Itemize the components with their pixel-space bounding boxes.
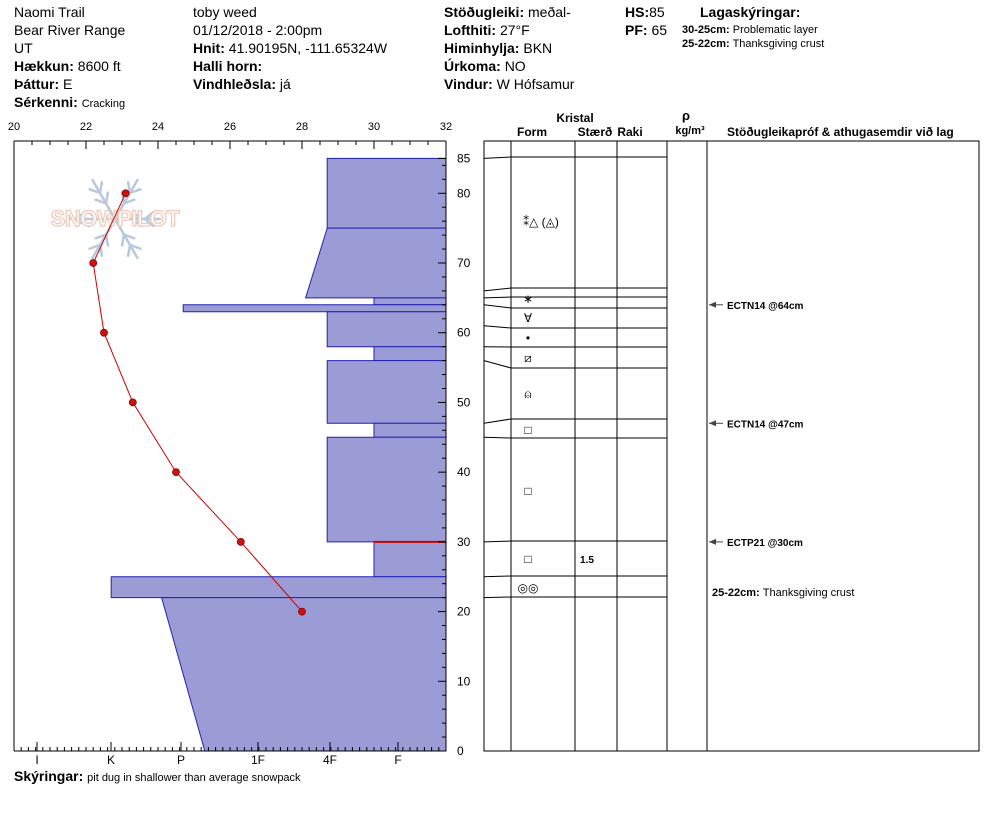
hardness-layer <box>374 298 446 305</box>
stability-test-label: ECTP21 @30cm <box>727 537 803 549</box>
hardness-layer <box>306 228 446 298</box>
pf-value: 65 <box>651 22 668 38</box>
crystal-form: • <box>525 331 531 345</box>
stability-label: Stöðugleiki: <box>444 4 525 20</box>
temp-tick-label: 22 <box>79 121 93 133</box>
aspect-label: Þáttur: <box>14 76 60 92</box>
test-arrow-head <box>709 302 716 308</box>
snowpilot-logo <box>51 180 181 258</box>
size-header: Stærð <box>577 125 613 139</box>
crystal-form: ⧄ <box>524 351 532 365</box>
temp-tick-label: 30 <box>367 121 381 133</box>
location-name: Naomi Trail <box>14 4 85 20</box>
precip-label: Úrkoma: <box>444 58 501 74</box>
depth-tick-label: 85 <box>457 151 471 166</box>
temperature-point <box>101 329 108 336</box>
precip-value: NO <box>504 58 526 74</box>
layer-connector-line <box>484 326 511 328</box>
crystal-form: □ <box>524 552 532 566</box>
stability-value: meðal- <box>528 4 571 20</box>
layer-connector-line <box>484 541 511 542</box>
hardness-layer <box>183 305 446 312</box>
depth-tick-label: 70 <box>457 256 471 270</box>
sky-label: Himinhylja: <box>444 40 520 56</box>
rho-header: ρ <box>681 108 691 123</box>
crystal-form: ⍝ <box>524 387 532 401</box>
hardness-layer <box>327 361 446 424</box>
temp-tick-label: 20 <box>7 121 21 133</box>
features-label: Sérkenni: <box>14 94 78 110</box>
temperature-point <box>173 469 180 476</box>
hardness-layer <box>374 542 446 577</box>
depth-tick-label: 80 <box>457 186 471 201</box>
logo-text: SNOWPILOT <box>50 206 180 231</box>
observer-name: toby weed <box>193 4 257 20</box>
snowflake-branch <box>122 235 124 246</box>
temp-tick-label: 24 <box>151 121 165 133</box>
layer-connector-line <box>484 361 511 368</box>
crystal-form: □ <box>524 484 532 498</box>
layer-connector-line <box>484 288 511 291</box>
hardness-layer <box>111 577 446 598</box>
coords-value: 41.90195N, -111.65324W <box>228 40 388 56</box>
depth-tick-label: 30 <box>457 534 471 549</box>
wind-loading-label: Vindhleðsla: <box>193 76 276 92</box>
legend-item: 30-25cm: Problematic layer <box>682 24 818 36</box>
stability-test-label: ECTN14 @47cm <box>727 419 804 431</box>
layer-legend-title: Lagaskýringar: <box>700 4 801 20</box>
wind-label: Vindur: <box>444 76 493 92</box>
depth-tick-label: 40 <box>457 465 471 480</box>
layer-comment <box>712 587 854 599</box>
stability-test-label: ECTN14 @64cm <box>727 300 804 312</box>
depth-tick-label: 0 <box>457 744 464 758</box>
hardness-profile <box>111 158 446 751</box>
depth-tick-label: 20 <box>457 604 471 619</box>
slope-label: Halli horn: <box>193 58 263 74</box>
crystal-size: 1.5 <box>580 555 594 566</box>
layer-connector-line <box>484 297 511 298</box>
temperature-point <box>129 399 136 406</box>
layer-comment-range: 25-22cm: <box>712 587 763 599</box>
sky-value: BKN <box>523 40 553 56</box>
temperature-point <box>299 608 306 615</box>
layer-table <box>484 108 979 751</box>
range-name: Bear River Range <box>14 22 126 38</box>
crystal-form: ⁑△ (◬) <box>523 215 559 229</box>
temp-tick-label: 32 <box>439 121 453 133</box>
test-arrow-head <box>709 420 716 426</box>
layer-connector-line <box>484 437 511 438</box>
datetime: 01/12/2018 - 2:00pm <box>193 22 323 38</box>
pf-label: PF: <box>625 22 648 38</box>
crystal-form: ∀ <box>523 311 533 325</box>
layer-connector-line <box>484 419 511 423</box>
snowflake-branch <box>100 182 102 193</box>
hardness-layer <box>327 312 446 347</box>
temperature-point <box>237 538 244 545</box>
table-border <box>484 141 979 751</box>
snowflake-branch <box>128 245 130 256</box>
moisture-header: Raki <box>617 125 643 139</box>
temperature-line <box>93 193 302 611</box>
temp-tick-label: 28 <box>295 121 309 133</box>
snowflake-branch <box>106 193 108 204</box>
footer-text: pit dug in shallower than average snowpack <box>87 772 301 784</box>
features-value: Cracking <box>81 98 126 110</box>
hardness-layer <box>374 347 446 361</box>
air-temp-value: 27°F <box>499 22 530 38</box>
density-unit-header: kg/m³ <box>675 125 705 137</box>
hardness-layer <box>327 158 446 228</box>
elevation-label: Hækkun: <box>14 58 74 74</box>
hardness-tick-label: F <box>394 753 402 767</box>
aspect-value: E <box>63 76 73 92</box>
hs-label: HS: <box>625 4 650 20</box>
layer-connector-line <box>484 157 511 158</box>
temperature-axis <box>8 121 452 149</box>
temperature-profile <box>90 190 306 615</box>
temp-tick-label: 26 <box>223 121 237 133</box>
hardness-tick-label: I <box>35 753 39 767</box>
temperature-point <box>122 190 129 197</box>
wind-loading-value: já <box>279 76 291 92</box>
depth-tick-label: 50 <box>457 395 471 410</box>
layer-comment-text: Thanksgiving crust <box>762 587 855 599</box>
snowflake-branch <box>106 235 108 246</box>
state-name: UT <box>14 40 33 56</box>
crystal-form: ◎◎ <box>517 581 539 595</box>
layer-connector-line <box>484 305 511 308</box>
hardness-tick-label: 1F <box>250 753 266 767</box>
depth-tick-label: 10 <box>457 674 471 689</box>
crystal-form: ∗ <box>522 292 534 306</box>
elevation-value: 8600 ft <box>77 58 121 74</box>
air-temp-label: Lofthiti: <box>444 22 497 38</box>
hardness-tick-label: P <box>176 753 186 767</box>
kristal-header: Kristal <box>556 111 594 125</box>
tests-header: Stöðugleikapróf & athugasemdir við lag <box>727 125 954 139</box>
depth-tick-label: 60 <box>457 325 471 340</box>
layer-connector-line <box>484 597 511 598</box>
form-header: Form <box>517 125 547 139</box>
hardness-layer <box>162 598 446 751</box>
hardness-tick-label: 4F <box>322 753 338 767</box>
crystal-form: □ <box>524 423 532 437</box>
wind-value: W Hófsamur <box>496 76 575 92</box>
footer-label: Skýringar: <box>14 768 84 784</box>
temperature-point <box>90 260 97 267</box>
layer-connector-line <box>484 576 511 577</box>
legend-item: 25-22cm: Thanksgiving crust <box>682 38 825 50</box>
coords-label: Hnit: <box>193 40 225 56</box>
hardness-tick-label: K <box>106 753 116 767</box>
hardness-layer <box>327 437 446 542</box>
test-arrow-head <box>709 539 716 545</box>
hs-value: 85 <box>649 4 665 20</box>
hardness-layer <box>374 423 446 437</box>
